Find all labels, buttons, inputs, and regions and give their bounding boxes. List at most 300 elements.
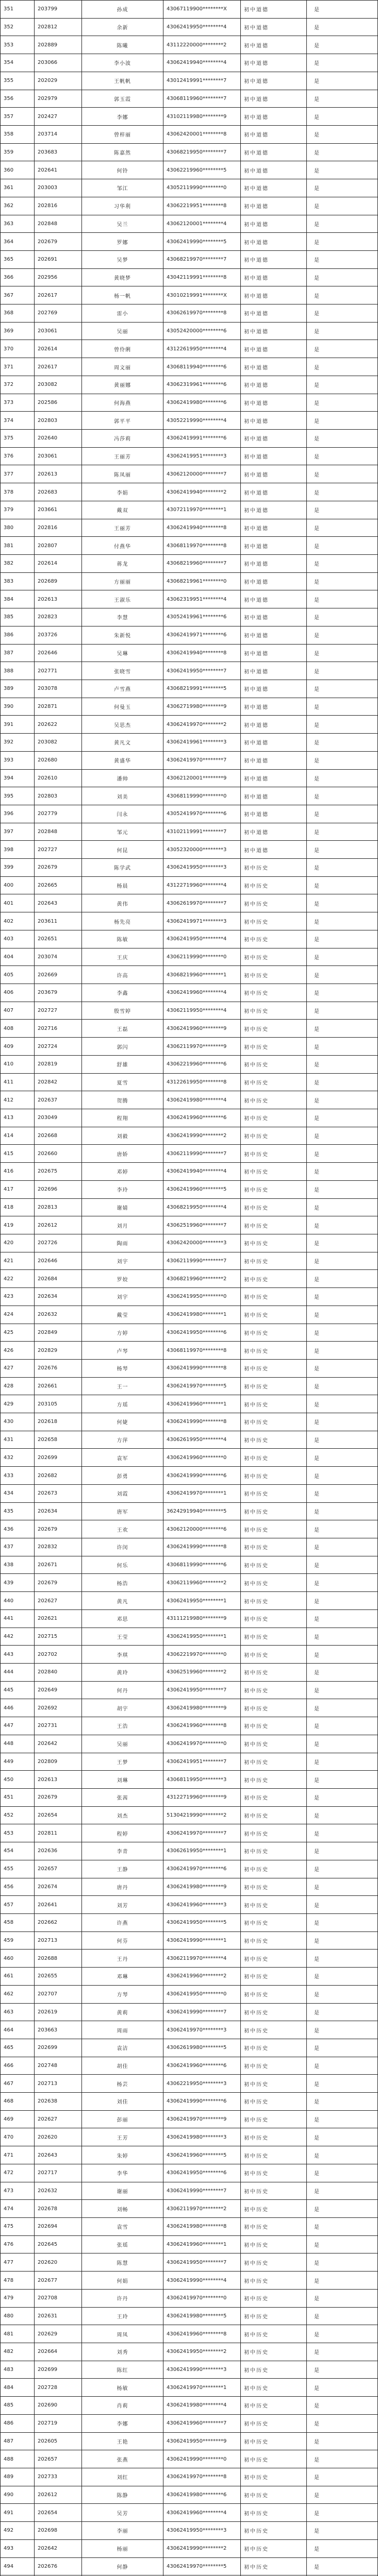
subject-category-cell: 初中历史 — [240, 2433, 306, 2450]
exam-id-cell: 202658 — [34, 1431, 81, 1449]
id-card-cell: 43062419970********6 — [163, 1860, 240, 1878]
subject-category-cell: 初中历史 — [240, 2146, 306, 2164]
qualified-result-cell: 是 — [306, 948, 378, 966]
table-row — [0, 876, 378, 894]
id-card-cell: 43062419980********9 — [163, 1699, 240, 1717]
subject-category-cell: 初中历史 — [240, 984, 306, 1002]
table-row — [0, 2074, 378, 2092]
table-row — [0, 1645, 378, 1663]
subject-category-cell: 初中历史 — [240, 1485, 306, 1502]
exam-id-cell: 202631 — [34, 2308, 81, 2325]
subject-category-cell: 初中道德 — [240, 90, 306, 108]
table-row — [0, 2110, 378, 2128]
exam-id-cell: 203082 — [34, 376, 81, 394]
table-row — [0, 1502, 378, 1520]
subject-category-cell: 初中历史 — [240, 1914, 306, 1931]
candidate-name-cell: 邹江 — [81, 179, 163, 197]
candidate-name-cell: 刘霞 — [81, 1485, 163, 1502]
qualified-result-cell: 是 — [306, 1503, 378, 1520]
exam-id-cell: 202679 — [34, 859, 81, 876]
row-number-cell: 379 — [0, 501, 34, 519]
id-card-cell: 43062419991********6 — [163, 430, 240, 447]
candidate-name-cell: 李娜 — [81, 108, 163, 125]
exam-id-cell: 202657 — [34, 2450, 81, 2468]
qualified-result-cell: 是 — [306, 645, 378, 662]
subject-category-cell: 初中道德 — [240, 752, 306, 769]
subject-category-cell: 初中历史 — [240, 2361, 306, 2379]
table-row — [0, 1180, 378, 1198]
table-row — [0, 107, 378, 125]
subject-category-cell: 初中历史 — [240, 2200, 306, 2217]
qualified-result-cell: 是 — [306, 2450, 378, 2468]
qualified-result-cell: 是 — [306, 1646, 378, 1663]
candidate-name-cell: 肖莉 — [81, 2397, 163, 2414]
qualified-result-cell: 是 — [306, 859, 378, 876]
candidate-name-cell: 袁雪 — [81, 2218, 163, 2235]
row-number-cell: 494 — [0, 2558, 34, 2575]
row-number-cell: 395 — [0, 787, 34, 805]
row-number-cell: 362 — [0, 197, 34, 215]
exam-id-cell: 202654 — [34, 1807, 81, 1824]
qualified-result-cell: 是 — [306, 626, 378, 644]
subject-category-cell: 初中道德 — [240, 626, 306, 644]
candidate-name-cell: 刘红 — [81, 2468, 163, 2486]
qualified-result-cell: 是 — [306, 1342, 378, 1359]
candidate-name-cell: 何娟 — [81, 2272, 163, 2289]
subject-category-cell: 初中历史 — [240, 1306, 306, 1324]
qualified-result-cell: 是 — [306, 1252, 378, 1270]
row-number-cell: 400 — [0, 877, 34, 894]
candidate-name-cell: 刘畅 — [81, 2200, 163, 2217]
row-number-cell: 457 — [0, 1896, 34, 1913]
exam-id-cell: 203049 — [34, 1109, 81, 1127]
qualified-result-cell: 是 — [306, 2128, 378, 2146]
exam-id-cell: 202634 — [34, 1288, 81, 1306]
row-number-cell: 385 — [0, 608, 34, 626]
id-card-cell: 43052119990********0 — [163, 179, 240, 197]
subject-category-cell: 初中道德 — [240, 430, 306, 447]
table-row — [0, 1073, 378, 1091]
candidate-name-cell: 彭勇 — [81, 1467, 163, 1484]
table-row — [0, 1628, 378, 1646]
candidate-name-cell: 李琪 — [81, 1646, 163, 1663]
id-card-cell: 43062419970********1 — [163, 1485, 240, 1502]
candidate-name-cell: 吴琳 — [81, 645, 163, 662]
row-number-cell: 386 — [0, 626, 34, 644]
exam-id-cell: 202642 — [34, 1735, 81, 1753]
row-number-cell: 408 — [0, 1020, 34, 1037]
id-card-cell: 43062419960********7 — [163, 2415, 240, 2432]
subject-category-cell: 初中历史 — [240, 2093, 306, 2110]
subject-category-cell: 初中历史 — [240, 2415, 306, 2432]
exam-id-cell: 202668 — [34, 1127, 81, 1145]
id-card-cell: 43010219991********X — [163, 286, 240, 304]
candidate-name-cell: 李慧 — [81, 608, 163, 626]
exam-id-cell: 202688 — [34, 1950, 81, 1967]
candidate-name-cell: 刘琳 — [81, 1771, 163, 1788]
row-number-cell: 409 — [0, 1038, 34, 1055]
qualified-result-cell: 是 — [306, 716, 378, 733]
table-row — [0, 1663, 378, 1681]
candidate-name-cell: 曾梓丽 — [81, 126, 163, 143]
qualified-result-cell: 是 — [306, 144, 378, 161]
id-card-cell: 43062419971********3 — [163, 912, 240, 930]
candidate-name-cell: 程翔 — [81, 1109, 163, 1127]
table-row — [0, 340, 378, 358]
exam-id-cell: 202679 — [34, 233, 81, 250]
candidate-name-cell: 王丽芳 — [81, 448, 163, 465]
qualified-result-cell: 是 — [306, 1664, 378, 1681]
candidate-name-cell: 许闵 — [81, 1538, 163, 1556]
subject-category-cell: 初中道德 — [240, 608, 306, 626]
table-row — [0, 1699, 378, 1717]
id-card-cell: 43062419960********1 — [163, 1395, 240, 1413]
subject-category-cell: 初中道德 — [240, 126, 306, 143]
row-number-cell: 432 — [0, 1449, 34, 1466]
id-card-cell: 43122719960********9 — [163, 1789, 240, 1806]
row-number-cell: 351 — [0, 1, 34, 18]
subject-category-cell: 初中历史 — [240, 1753, 306, 1771]
candidate-name-cell: 雷小 — [81, 304, 163, 322]
exam-id-cell: 202679 — [34, 1789, 81, 1806]
table-row — [0, 1037, 378, 1055]
row-number-cell: 479 — [0, 2290, 34, 2307]
row-number-cell: 406 — [0, 984, 34, 1002]
candidate-name-cell: 刘宇 — [81, 1288, 163, 1306]
row-number-cell: 491 — [0, 2504, 34, 2521]
row-number-cell: 367 — [0, 286, 34, 304]
id-card-cell: 43068119950********3 — [163, 1771, 240, 1788]
row-number-cell: 448 — [0, 1735, 34, 1753]
subject-category-cell: 初中道德 — [240, 805, 306, 823]
exam-id-cell: 203663 — [34, 2021, 81, 2039]
table-row — [0, 1895, 378, 1913]
row-number-cell: 411 — [0, 1074, 34, 1091]
qualified-result-cell: 是 — [306, 412, 378, 429]
exam-id-cell: 202640 — [34, 430, 81, 447]
table-row — [0, 1395, 378, 1413]
exam-id-cell: 202654 — [34, 2504, 81, 2521]
qualified-result-cell: 是 — [306, 286, 378, 304]
exam-id-cell: 202713 — [34, 1932, 81, 1950]
qualified-result-cell: 是 — [306, 2039, 378, 2057]
candidate-name-cell: 郭平平 — [81, 412, 163, 429]
candidate-name-cell: 杨丽 — [81, 2540, 163, 2557]
id-card-cell: 43062420001********8 — [163, 126, 240, 143]
id-card-cell: 43062419990********1 — [163, 1932, 240, 1950]
qualified-result-cell: 是 — [306, 2004, 378, 2021]
row-number-cell: 361 — [0, 179, 34, 197]
id-card-cell: 43062120000********7 — [163, 465, 240, 483]
table-row — [0, 1538, 378, 1556]
candidate-name-cell: 邓思 — [81, 1610, 163, 1628]
table-row — [0, 894, 378, 912]
id-card-cell: 43062120000********6 — [163, 1520, 240, 1538]
exam-id-cell: 202678 — [34, 2200, 81, 2217]
exam-id-cell: 202645 — [34, 2236, 81, 2253]
subject-category-cell: 初中道德 — [240, 590, 306, 608]
id-card-cell: 43068219960********2 — [163, 1270, 240, 1287]
row-number-cell: 425 — [0, 1324, 34, 1342]
candidate-name-cell: 李青 — [81, 1842, 163, 1860]
table-row — [0, 1002, 378, 1020]
id-card-cell: 43068119960********7 — [163, 90, 240, 108]
row-number-cell: 492 — [0, 2522, 34, 2539]
qualified-result-cell: 是 — [306, 1824, 378, 1842]
exam-id-cell: 202771 — [34, 662, 81, 680]
qualified-result-cell: 是 — [306, 1986, 378, 2003]
row-number-cell: 476 — [0, 2236, 34, 2253]
qualified-result-cell: 是 — [306, 2415, 378, 2432]
candidate-name-cell: 吴梦 — [81, 251, 163, 268]
candidate-name-cell: 陈嘉然 — [81, 144, 163, 161]
subject-category-cell: 初中历史 — [240, 2111, 306, 2128]
candidate-name-cell: 谢婧 — [81, 1199, 163, 1216]
qualified-result-cell: 是 — [306, 1753, 378, 1771]
qualified-result-cell: 是 — [306, 1950, 378, 1967]
qualified-result-cell: 是 — [306, 2093, 378, 2110]
exam-id-cell: 202871 — [34, 698, 81, 716]
exam-id-cell: 203061 — [34, 448, 81, 465]
table-row — [0, 2146, 378, 2164]
table-row — [0, 1216, 378, 1234]
qualified-result-cell: 是 — [306, 537, 378, 554]
id-card-cell: 43052320000********3 — [163, 841, 240, 858]
row-number-cell: 486 — [0, 2415, 34, 2432]
id-card-cell: 43122619950********4 — [163, 340, 240, 358]
qualified-result-cell: 是 — [306, 1431, 378, 1449]
candidate-name-cell: 刘月 — [81, 1216, 163, 1234]
candidate-name-cell: 袁军 — [81, 1449, 163, 1466]
table-row — [0, 626, 378, 644]
qualified-result-cell: 是 — [306, 2325, 378, 2343]
id-card-cell: 43062419990********8 — [163, 1538, 240, 1556]
subject-category-cell: 初中历史 — [240, 1252, 306, 1270]
candidate-name-cell: 邓婷 — [81, 1163, 163, 1180]
row-number-cell: 356 — [0, 90, 34, 108]
subject-category-cell: 初中道德 — [240, 394, 306, 412]
subject-category-cell: 初中道德 — [240, 323, 306, 340]
id-card-cell: 43068219950********7 — [163, 144, 240, 161]
candidate-name-cell: 杨琴 — [81, 1360, 163, 1377]
exam-id-cell: 202613 — [34, 1771, 81, 1788]
qualified-result-cell: 是 — [306, 2253, 378, 2271]
table-row — [0, 483, 378, 501]
qualified-result-cell: 是 — [306, 662, 378, 680]
candidate-name-cell: 刘芳 — [81, 1896, 163, 1913]
table-row — [0, 197, 378, 215]
id-card-cell: 43062419990********4 — [163, 2272, 240, 2289]
id-card-cell: 43068219960********1 — [163, 966, 240, 984]
exam-id-cell: 202029 — [34, 72, 81, 90]
row-number-cell: 393 — [0, 752, 34, 769]
row-number-cell: 404 — [0, 948, 34, 966]
candidate-name-cell: 何昆 — [81, 841, 163, 858]
row-number-cell: 428 — [0, 1378, 34, 1395]
id-card-cell: 43062419990********7 — [163, 2004, 240, 2021]
candidate-name-cell: 王帆帆 — [81, 72, 163, 90]
id-card-cell: 43062419970********7 — [163, 1824, 240, 1842]
row-number-cell: 417 — [0, 1181, 34, 1198]
table-row — [0, 2378, 378, 2396]
row-number-cell: 416 — [0, 1163, 34, 1180]
table-row — [0, 215, 378, 233]
table-row — [0, 1377, 378, 1395]
exam-id-cell: 202699 — [34, 2361, 81, 2379]
qualified-result-cell: 是 — [306, 448, 378, 465]
row-number-cell: 474 — [0, 2200, 34, 2217]
candidate-name-cell: 黄丽娜 — [81, 376, 163, 394]
candidate-name-cell: 刘美 — [81, 787, 163, 805]
exam-id-cell: 202816 — [34, 519, 81, 537]
subject-category-cell: 初中道德 — [240, 286, 306, 304]
qualified-result-cell: 是 — [306, 1449, 378, 1466]
qualified-result-cell: 是 — [306, 519, 378, 537]
table-row — [0, 1591, 378, 1609]
qualified-result-cell: 是 — [306, 1789, 378, 1806]
id-card-cell: 43102119991********7 — [163, 823, 240, 841]
exam-id-cell: 202638 — [34, 2093, 81, 2110]
candidate-name-cell: 吴芳 — [81, 2504, 163, 2521]
qualified-result-cell: 是 — [306, 394, 378, 412]
table-row — [0, 1359, 378, 1377]
exam-id-cell: 202680 — [34, 752, 81, 769]
candidate-name-cell: 王莹 — [81, 1628, 163, 1646]
subject-category-cell: 初中道德 — [240, 161, 306, 179]
qualified-result-cell: 是 — [306, 1842, 378, 1860]
candidate-name-cell: 谢丽 — [81, 2182, 163, 2200]
exam-id-cell: 202676 — [34, 2558, 81, 2575]
row-number-cell: 391 — [0, 716, 34, 733]
subject-category-cell: 初中历史 — [240, 2308, 306, 2325]
table-row — [0, 644, 378, 662]
exam-id-cell: 202664 — [34, 2343, 81, 2361]
table-row — [0, 572, 378, 590]
qualified-result-cell: 是 — [306, 2021, 378, 2039]
exam-id-cell: 202661 — [34, 1378, 81, 1395]
subject-category-cell: 初中道德 — [240, 537, 306, 554]
row-number-cell: 353 — [0, 36, 34, 54]
qualified-result-cell: 是 — [306, 1968, 378, 1985]
id-card-cell: 43062419990********2 — [163, 2540, 240, 2557]
id-card-cell: 43062419960********1 — [163, 2236, 240, 2253]
candidate-name-cell: 黄凡 — [81, 1592, 163, 1609]
id-card-cell: 43062419960********5 — [163, 1181, 240, 1198]
table-row — [0, 2164, 378, 2182]
qualified-result-cell: 是 — [306, 698, 378, 716]
table-row — [0, 858, 378, 876]
table-row — [0, 1717, 378, 1735]
exam-id-cell: 202823 — [34, 608, 81, 626]
id-card-cell: 43062419970********9 — [163, 2111, 240, 2128]
subject-category-cell: 初中历史 — [240, 1181, 306, 1198]
qualified-result-cell: 是 — [306, 734, 378, 751]
candidate-name-cell: 王淑乐 — [81, 590, 163, 608]
table-row — [0, 2217, 378, 2235]
qualified-result-cell: 是 — [306, 1413, 378, 1431]
qualified-result-cell: 是 — [306, 894, 378, 912]
candidate-name-cell: 朱新悦 — [81, 626, 163, 644]
id-card-cell: 43062419960********6 — [163, 2057, 240, 2075]
row-number-cell: 388 — [0, 662, 34, 680]
table-row — [0, 2432, 378, 2450]
table-row — [0, 2468, 378, 2486]
subject-category-cell: 初中历史 — [240, 1270, 306, 1287]
exam-id-cell: 202829 — [34, 1342, 81, 1359]
id-card-cell: 43062419960********5 — [163, 2146, 240, 2164]
qualified-result-cell: 是 — [306, 1002, 378, 1020]
exam-id-cell: 202637 — [34, 1091, 81, 1109]
qualified-result-cell: 是 — [306, 2075, 378, 2092]
id-card-cell: 43112220000********2 — [163, 36, 240, 54]
subject-category-cell: 初中历史 — [240, 2540, 306, 2557]
row-number-cell: 365 — [0, 251, 34, 268]
exam-id-cell: 202632 — [34, 1306, 81, 1324]
qualified-result-cell: 是 — [306, 251, 378, 268]
id-card-cell: 43062419990********0 — [163, 2450, 240, 2468]
row-number-cell: 394 — [0, 770, 34, 787]
qualified-result-cell: 是 — [306, 966, 378, 984]
candidate-name-cell: 刘杰 — [81, 1807, 163, 1824]
candidate-name-cell: 黄玲 — [81, 1664, 163, 1681]
id-card-cell: 43068219950********4 — [163, 1199, 240, 1216]
row-number-cell: 493 — [0, 2540, 34, 2557]
row-number-cell: 436 — [0, 1520, 34, 1538]
id-card-cell: 43122719960********4 — [163, 877, 240, 894]
subject-category-cell: 初中历史 — [240, 1145, 306, 1162]
exam-id-cell: 202619 — [34, 2004, 81, 2021]
exam-id-cell: 202605 — [34, 2433, 81, 2450]
table-row — [0, 161, 378, 179]
subject-category-cell: 初中历史 — [240, 859, 306, 876]
subject-category-cell: 初中历史 — [240, 1395, 306, 1413]
table-row — [0, 2361, 378, 2379]
exam-id-cell: 203078 — [34, 680, 81, 698]
id-card-cell: 43012419991********7 — [163, 72, 240, 90]
qualified-result-cell: 是 — [306, 1145, 378, 1162]
exam-id-cell: 202727 — [34, 1002, 81, 1020]
candidate-name-cell: 王艳 — [81, 2433, 163, 2450]
row-number-cell: 389 — [0, 680, 34, 698]
qualified-result-cell: 是 — [306, 179, 378, 197]
qualified-result-cell: 是 — [306, 555, 378, 572]
exam-id-cell: 202641 — [34, 1896, 81, 1913]
qualified-result-cell: 是 — [306, 126, 378, 143]
qualified-result-cell: 是 — [306, 2486, 378, 2504]
row-number-cell: 374 — [0, 412, 34, 429]
candidate-name-cell: 许燕 — [81, 1914, 163, 1931]
exam-id-cell: 202649 — [34, 1682, 81, 1699]
exam-id-cell: 202610 — [34, 770, 81, 787]
candidate-name-cell: 何乐 — [81, 1556, 163, 1574]
candidate-name-cell: 唐丹 — [81, 1878, 163, 1896]
subject-category-cell: 初中道德 — [240, 144, 306, 161]
id-card-cell: 43062419940********2 — [163, 483, 240, 501]
candidate-name-cell: 方萍 — [81, 1431, 163, 1449]
exam-id-cell: 202646 — [34, 1252, 81, 1270]
table-row — [0, 590, 378, 608]
exam-id-cell: 202614 — [34, 340, 81, 358]
row-number-cell: 384 — [0, 590, 34, 608]
subject-category-cell: 初中道德 — [240, 36, 306, 54]
table-row — [0, 680, 378, 698]
candidate-name-cell: 袁洁 — [81, 2039, 163, 2057]
row-number-cell: 402 — [0, 912, 34, 930]
row-number-cell: 434 — [0, 1485, 34, 1502]
table-row — [0, 1162, 378, 1180]
exam-id-cell: 202727 — [34, 841, 81, 858]
candidate-name-cell: 殷雪婷 — [81, 1002, 163, 1020]
